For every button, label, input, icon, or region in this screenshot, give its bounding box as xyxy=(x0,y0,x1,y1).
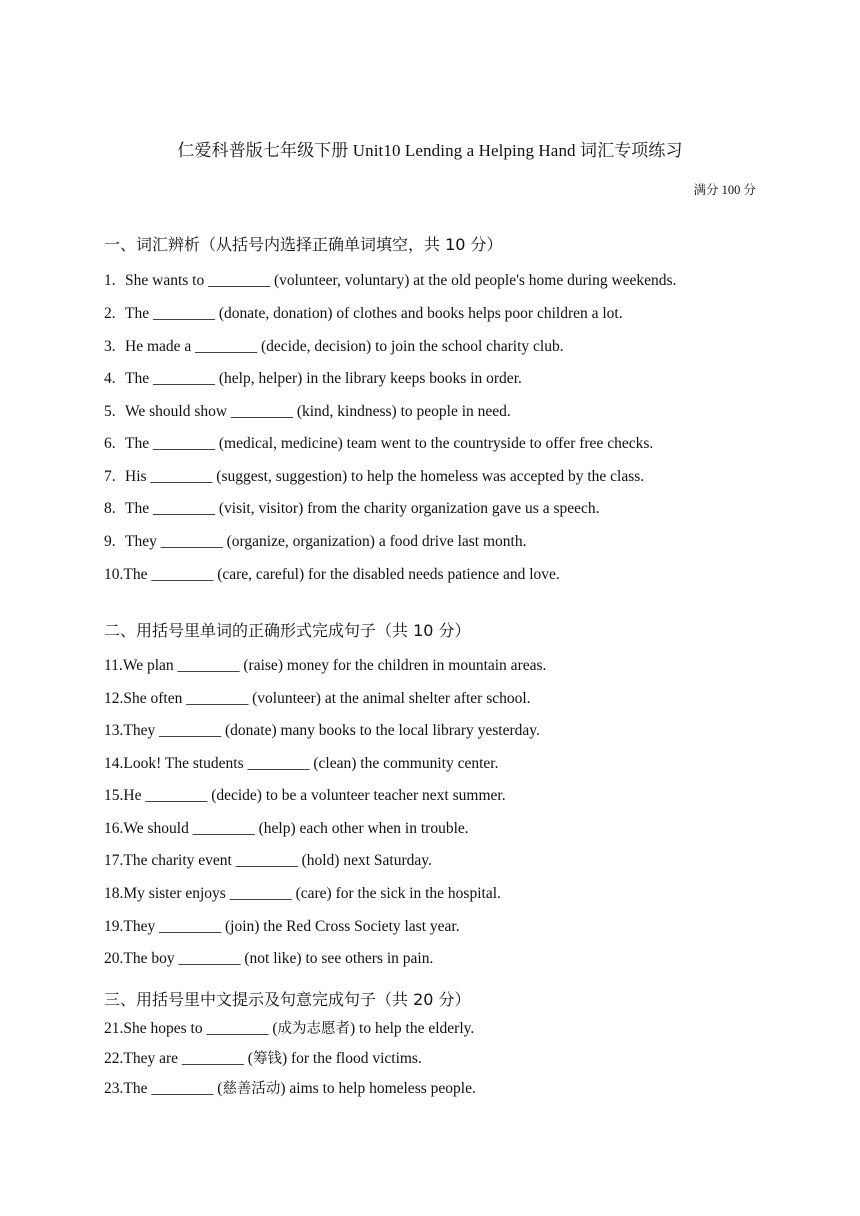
question-item xyxy=(104,533,784,551)
question-item xyxy=(104,338,784,356)
question-number: 16. xyxy=(104,820,124,837)
question-text: We plan ________ (raise) money for the children in mountain areas. xyxy=(122,657,547,674)
question-number: 4. xyxy=(104,370,116,387)
question-number: 11. xyxy=(104,657,123,674)
question-number: 2. xyxy=(104,305,116,322)
question-number: 7. xyxy=(104,468,116,485)
question-text: The ________ (donate, donation) of clothes and books helps poor children a lot. xyxy=(125,305,623,322)
question-text: The ________ (help, helper) in the library keeps books in order. xyxy=(125,370,522,387)
chinese-hint: 筹钱 xyxy=(252,1051,282,1067)
score-note: 满分 100 分 xyxy=(693,183,756,197)
question-item xyxy=(104,566,784,584)
question-number: 10. xyxy=(104,566,124,583)
question-number: 5. xyxy=(104,403,116,420)
question-item xyxy=(104,950,784,968)
question-number: 6. xyxy=(104,435,116,452)
question-text: We should ________ (help) each other when in trouble. xyxy=(123,820,469,837)
question-text: The charity event ________ (hold) next Saturday. xyxy=(123,852,432,869)
question-text: She often ________ (volunteer) at the animal shelter after school. xyxy=(123,690,531,707)
question-text: The ________ (care, careful) for the disabled needs patience and love. xyxy=(123,566,560,583)
question-item xyxy=(104,820,784,838)
question-item xyxy=(104,787,784,805)
document-title: 仁爱科普版七年级下册 Unit10 Lending a Helping Hand 词汇专项练习 xyxy=(177,141,683,160)
question-number: 3. xyxy=(104,338,116,355)
question-text: They ________ (donate) many books to the local library yesterday. xyxy=(123,722,540,739)
section-3-heading: 三、用括号里中文提示及句意完成句子（共 20 分） xyxy=(104,990,471,1009)
question-number: 22. xyxy=(104,1050,124,1067)
chinese-hint: 成为志愿者 xyxy=(277,1021,351,1037)
question-item xyxy=(104,755,784,773)
question-text: The ________ (visit, visitor) from the charity organization gave us a speech. xyxy=(125,500,600,517)
question-text: His ________ (suggest, suggestion) to help the homeless was accepted by the class. xyxy=(125,468,645,485)
question-item xyxy=(104,500,784,518)
question-text: They ________ (organize, organization) a food drive last month. xyxy=(125,533,527,550)
question-item xyxy=(104,403,784,421)
section-1-heading: 一、词汇辨析（从括号内选择正确单词填空，共 10 分） xyxy=(104,235,503,254)
question-item xyxy=(104,1017,784,1038)
question-text: They ________ (join) the Red Cross Society last year. xyxy=(123,918,460,935)
question-text: He made a ________ (decide, decision) to join the school charity club. xyxy=(125,338,564,355)
question-number: 9. xyxy=(104,533,116,550)
question-item xyxy=(104,1047,784,1068)
chinese-hint: 慈善活动 xyxy=(222,1081,281,1097)
question-item xyxy=(104,1077,784,1098)
question-number: 8. xyxy=(104,500,116,517)
question-item xyxy=(104,885,784,903)
question-number: 13. xyxy=(104,722,124,739)
question-number: 23. xyxy=(104,1080,124,1097)
question-item xyxy=(104,370,784,388)
question-text: The ________ ( xyxy=(123,1080,223,1097)
question-text: The boy ________ (not like) to see others in pain. xyxy=(123,950,434,967)
question-item xyxy=(104,468,784,486)
section-2-heading: 二、用括号里单词的正确形式完成句子（共 10 分） xyxy=(104,621,471,640)
question-item xyxy=(104,435,784,453)
question-text: ) to help the elderly. xyxy=(350,1020,475,1037)
question-text: ) aims to help homeless people. xyxy=(280,1080,476,1097)
question-text: ) for the flood victims. xyxy=(281,1050,422,1067)
question-number: 21. xyxy=(104,1020,124,1037)
question-number: 12. xyxy=(104,690,124,707)
question-text: He ________ (decide) to be a volunteer teacher next summer. xyxy=(123,787,506,804)
question-item xyxy=(104,305,784,323)
question-item xyxy=(104,918,784,936)
question-text: We should show ________ (kind, kindness) to people in need. xyxy=(125,403,511,420)
question-number: 15. xyxy=(104,787,124,804)
question-text: She wants to ________ (volunteer, voluntary) at the old people's home during weekends. xyxy=(125,272,677,289)
question-number: 18. xyxy=(104,885,124,902)
question-number: 19. xyxy=(104,918,124,935)
question-text: The ________ (medical, medicine) team went to the countryside to offer free checks. xyxy=(125,435,654,452)
question-item xyxy=(104,722,784,740)
question-text: Look! The students ________ (clean) the community center. xyxy=(123,755,499,772)
question-number: 1. xyxy=(104,272,116,289)
question-text: She hopes to ________ ( xyxy=(123,1020,278,1037)
question-text: They are ________ ( xyxy=(123,1050,253,1067)
question-text: My sister enjoys ________ (care) for the sick in the hospital. xyxy=(123,885,501,902)
question-number: 17. xyxy=(104,852,124,869)
question-number: 14. xyxy=(104,755,124,772)
question-item xyxy=(104,657,784,675)
question-number: 20. xyxy=(104,950,124,967)
question-item xyxy=(104,272,784,290)
question-item xyxy=(104,852,784,870)
question-item xyxy=(104,690,784,708)
